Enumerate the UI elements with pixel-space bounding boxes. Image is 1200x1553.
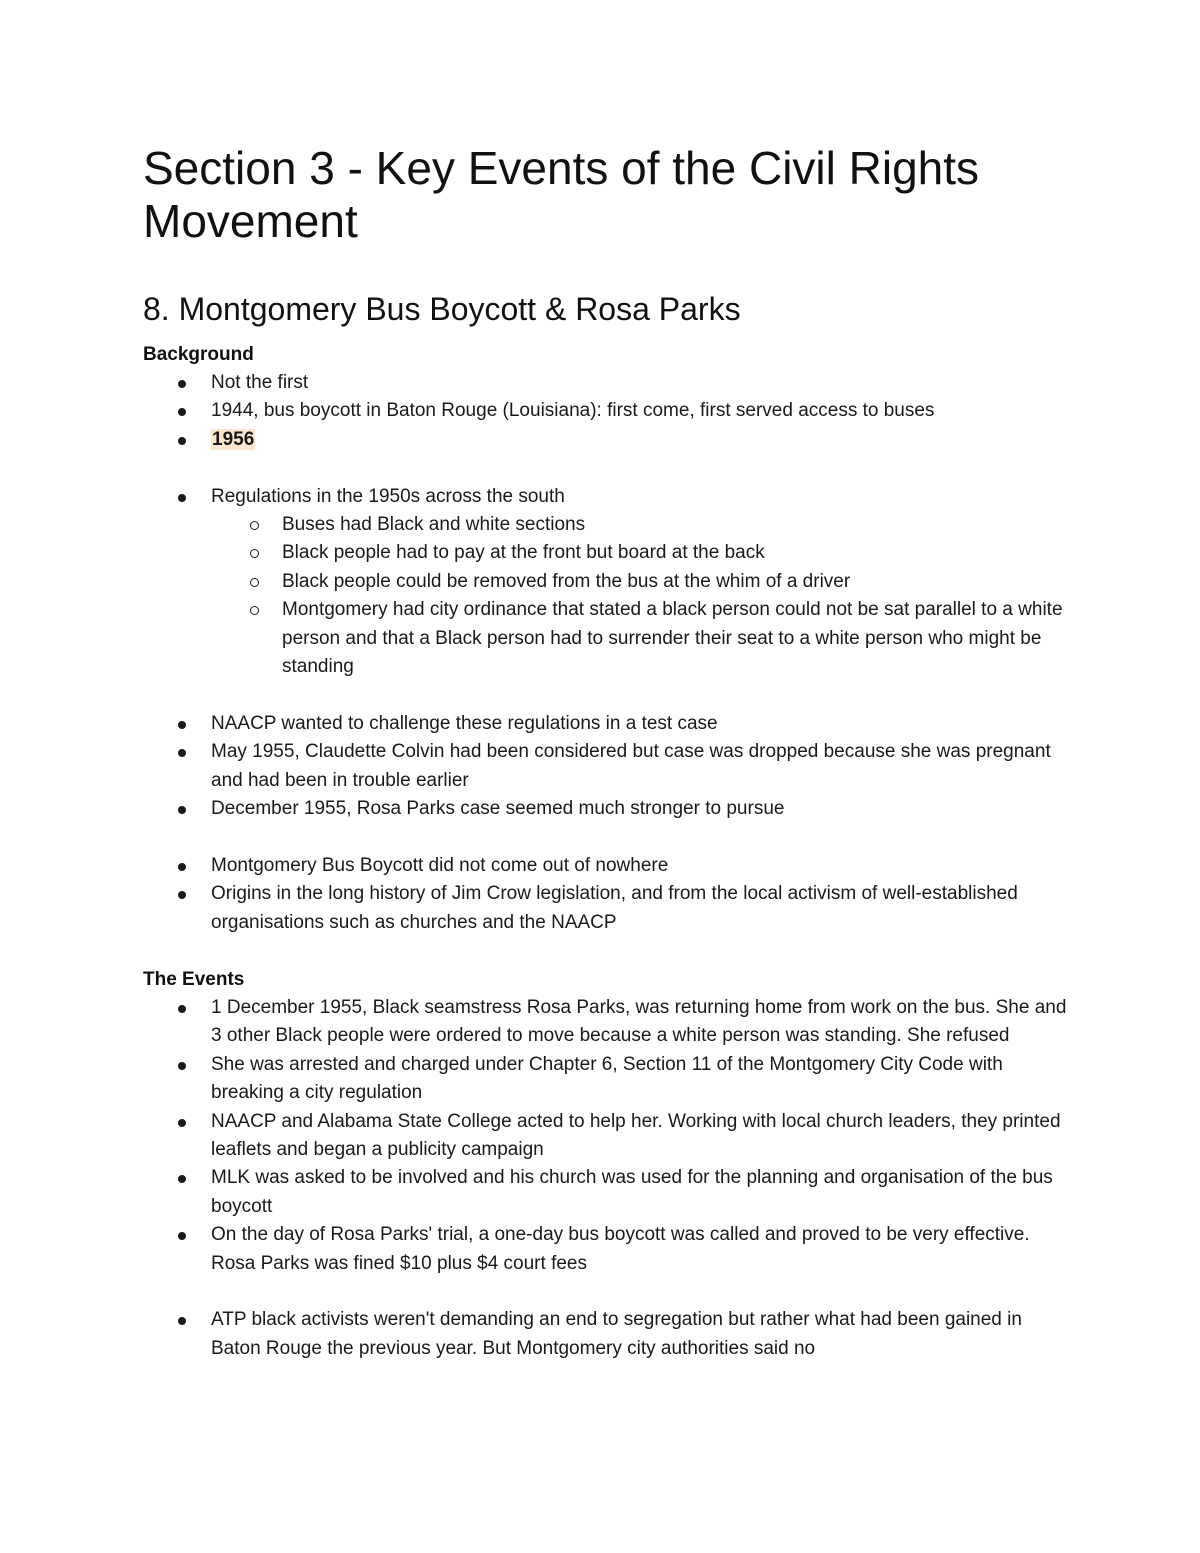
hollow-bullet-icon	[250, 521, 259, 530]
sub-list-item: Montgomery had city ordinance that stated a black person could not be sat parallel to a white person and that a Black person had to surrender their seat to a white person who might be standing	[143, 596, 1073, 681]
bullet-icon	[178, 408, 186, 416]
bullet-icon	[178, 1317, 186, 1325]
list-item: MLK was asked to be involved and his church was used for the planning and organisation of the bus boycott	[143, 1164, 1073, 1221]
events-list	[143, 994, 1073, 1363]
list-item: Origins in the long history of Jim Crow legislation, and from the local activism of well-established organisations such as churches and the NAACP	[143, 880, 1073, 937]
list-item: ATP black activists weren't demanding an end to segregation but rather what had been gained in Baton Rouge the previous year. But Montgomery city authorities said no	[143, 1306, 1073, 1363]
list-item: Regulations in the 1950s across the south	[143, 483, 1073, 511]
sub-list-item: Black people could be removed from the bus at the whim of a driver	[143, 568, 1073, 596]
hollow-bullet-icon	[250, 606, 259, 615]
bullet-icon	[178, 1119, 186, 1127]
list-item: 1944, bus boycott in Baton Rouge (Louisiana): first come, first served access to buses	[143, 397, 1073, 425]
sub-list-item: Black people had to pay at the front but board at the back	[143, 539, 1073, 567]
list-item: Not the first	[143, 369, 1073, 397]
highlighted-year: 1956	[212, 428, 255, 450]
background-list	[143, 369, 1073, 937]
bullet-icon	[178, 1062, 186, 1070]
list-item: NAACP wanted to challenge these regulations in a test case	[143, 710, 1073, 738]
list-item: Montgomery Bus Boycott did not come out of nowhere	[143, 852, 1073, 880]
page-title: Section 3 - Key Events of the Civil Rights Movement	[143, 142, 980, 247]
list-item: May 1955, Claudette Colvin had been considered but case was dropped because she was pregnant and had been in trouble earlier	[143, 738, 1073, 795]
list-item: NAACP and Alabama State College acted to help her. Working with local church leaders, they printed leaflets and began a publicity campaign	[143, 1108, 1073, 1165]
bullet-icon	[178, 494, 186, 502]
bullet-icon	[178, 1232, 186, 1240]
bullet-icon	[178, 891, 186, 899]
list-item: She was arrested and charged under Chapter 6, Section 11 of the Montgomery City Code with breaking a city regulation	[143, 1051, 1073, 1108]
hollow-bullet-icon	[250, 578, 259, 587]
bullet-icon	[178, 806, 186, 814]
bullet-icon	[178, 1005, 186, 1013]
bullet-icon	[178, 721, 186, 729]
hollow-bullet-icon	[250, 549, 259, 558]
list-item	[143, 426, 1073, 454]
bullet-icon	[178, 749, 186, 757]
background-heading: Background	[143, 344, 254, 365]
list-item: December 1955, Rosa Parks case seemed much stronger to pursue	[143, 795, 1073, 823]
sub-list-item: Buses had Black and white sections	[143, 511, 1073, 539]
bullet-icon	[178, 863, 186, 871]
list-item: 1 December 1955, Black seamstress Rosa Parks, was returning home from work on the bus. She and 3 other Black people were ordered to move because a white person was standing. She refused	[143, 994, 1073, 1051]
events-heading: The Events	[143, 969, 245, 990]
bullet-icon	[178, 1175, 186, 1183]
section-subtitle: 8. Montgomery Bus Boycott & Rosa Parks	[143, 291, 741, 327]
list-item: On the day of Rosa Parks' trial, a one-day bus boycott was called and proved to be very effective. Rosa Parks was fined $10 plus $4 court fees	[143, 1221, 1073, 1278]
bullet-icon	[178, 380, 186, 388]
bullet-icon	[178, 437, 186, 445]
